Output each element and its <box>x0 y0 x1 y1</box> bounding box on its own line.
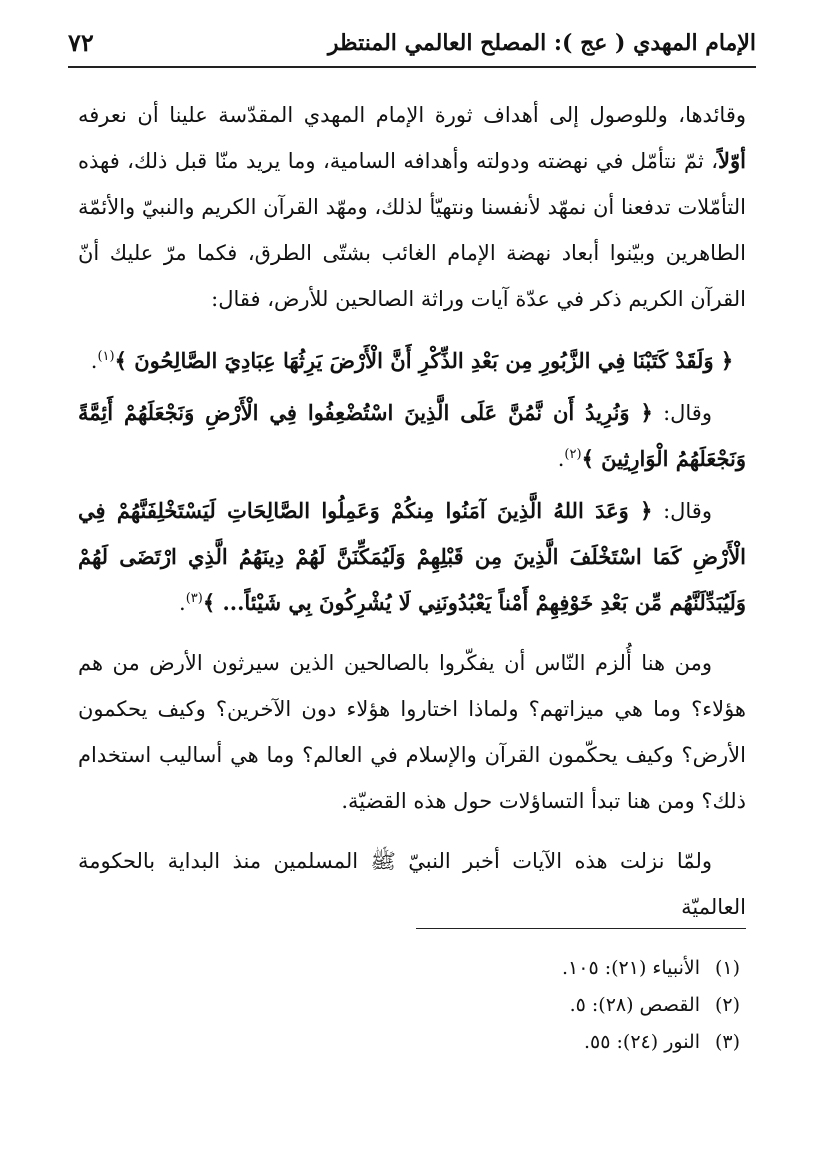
quran-verse-1: ﴿ وَلَقَدْ كَتَبْنَا فِي الزَّبُورِ مِن بَعْدِ الذِّكْرِ أَنَّ الْأَرْضَ يَرِثُهَا عِبَادِيَ الصَّالِحُونَ ﴾$^{(١)}$. <box>90 348 734 373</box>
footnote-2: (٢)القصص (٢٨): ٥. <box>569 994 740 1016</box>
emphasis-first: أوّلاً <box>718 148 746 173</box>
footnote-1: (١)الأنبياء (٢١): ١٠٥. <box>562 957 740 979</box>
paragraph-continuation: ولمّا نزلت هذه الآيات أخبر النبيّ ﷺ المسلمين منذ البداية بالحكومة العالميّة <box>78 849 746 919</box>
footnote-3: (٣)النور (٢٤): ٥٥. <box>584 1031 740 1053</box>
page-header <box>68 22 756 68</box>
quran-verse-2: وقال: ﴿ وَنُرِيدُ أَن نَّمُنَّ عَلَى الَّذِينَ اسْتُضْعِفُوا فِي الْأَرْضِ وَنَجْعَلَهُمْ أَئِمَّةً وَنَجْعَلَهُمُ الْوَارِثِينَ ﴾$^{(٢)}$. <box>78 400 746 471</box>
footnotes <box>340 950 740 1061</box>
footnote-ref-3: (٣) <box>185 591 203 606</box>
footnote-separator <box>416 928 746 929</box>
footnote-ref-1: (١) <box>97 349 115 364</box>
paragraph-questions: ومن هنا أُلزم النّاس أن يفكّروا بالصالحين الذين سيرثون الأرض من هم هؤلاء؟ وما هي ميزاتهم؟ ولماذا اختاروا هؤلاء دون الآخرين؟ وكيف يحكمون الأرض؟ وكيف يحكّمون القرآن والإسلام في العالم؟ وما هي أساليب استخدام ذلك؟ ومن هنا تبدأ التساؤلات حول هذه القضيّة. <box>78 651 746 813</box>
quran-verse-3: وقال: ﴿ وَعَدَ اللهُ الَّذِينَ آمَنُوا مِنكُمْ وَعَمِلُوا الصَّالِحَاتِ لَيَسْتَخْلِفَنَّهُمْ فِي الْأَرْضِ كَمَا اسْتَخْلَفَ الَّذِينَ مِن قَبْلِهِمْ وَلَيُمَكِّنَنَّ لَهُمْ دِينَهُمُ الَّذِي ارْتَضَى لَهُمْ وَلَيُبَدِّلَنَّهُم مِّن بَعْدِ خَوْفِهِمْ أَمْناً يَعْبُدُونَنِي لَا يُشْرِكُونَ بِي شَيْئاً... ﴾$^{(٣)}$. <box>78 498 746 615</box>
body-text <box>78 92 746 930</box>
page-number: ٧٢ <box>68 28 94 57</box>
footnote-ref-2: (٢) <box>564 447 582 462</box>
paragraph-intro: وقائدها، وللوصول إلى أهداف ثورة الإمام المهدي المقدّسة علينا أن نعرفه أوّلاً، ثمّ نتأمّل في نهضته ودولته وأهدافه السامية، وما يريد منّا قبل ذلك، فهذه التأمّلات تدفعنا أن نمهّد لأنفسنا ونتهيّأ لذلك، ومهّد القرآن الكريم والنبيّ والأئمّة الطاهرين وبيّنوا أبعاد نهضة الإمام الغائب بشتّى الطرق، فكما مرّ عليك أنّ القرآن الكريم ذكر في عدّة آيات وراثة الصالحين للأرض، فقال: <box>78 103 746 311</box>
running-title: الإمام المهدي ( عج ): المصلح العالمي المنتظر <box>327 30 756 56</box>
